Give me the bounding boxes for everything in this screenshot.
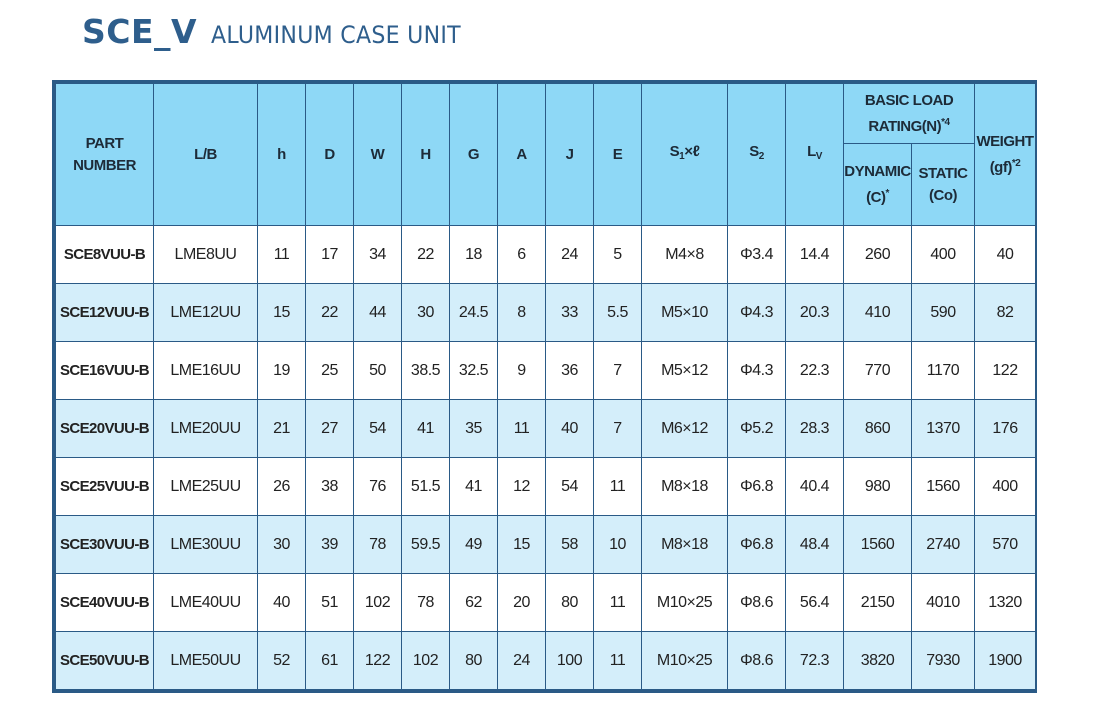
cell-static: 2740	[912, 516, 975, 574]
cell-e: 5	[594, 226, 642, 284]
cell-w: 78	[354, 516, 402, 574]
table-row	[56, 400, 1036, 458]
cell-hh: 30	[402, 284, 450, 342]
cell-lb: LME12UU	[154, 284, 258, 342]
table-row	[56, 516, 1036, 574]
cell-a: 24	[498, 632, 546, 690]
cell-e: 7	[594, 400, 642, 458]
spec-table	[55, 83, 1036, 690]
cell-part-number: SCE40VUU-B	[56, 574, 154, 632]
cell-h: 11	[258, 226, 306, 284]
col-header-s1: $S_1\times\ell$	[642, 84, 728, 226]
cell-w: 102	[354, 574, 402, 632]
cell-g: 80	[450, 632, 498, 690]
cell-w: 34	[354, 226, 402, 284]
cell-a: 12	[498, 458, 546, 516]
table-row	[56, 574, 1036, 632]
cell-lv: 48.4	[786, 516, 844, 574]
cell-static: 590	[912, 284, 975, 342]
cell-dynamic: 980	[844, 458, 912, 516]
cell-s2: Φ6.8	[728, 516, 786, 574]
cell-g: 49	[450, 516, 498, 574]
table-row	[56, 342, 1036, 400]
cell-j: 24	[546, 226, 594, 284]
cell-w: 50	[354, 342, 402, 400]
cell-e: 11	[594, 574, 642, 632]
cell-e: 11	[594, 458, 642, 516]
table-row	[56, 632, 1036, 690]
cell-part-number: SCE50VUU-B	[56, 632, 154, 690]
cell-s1: M10×25	[642, 574, 728, 632]
cell-e: 7	[594, 342, 642, 400]
cell-s1: M8×18	[642, 516, 728, 574]
cell-s1: M6×12	[642, 400, 728, 458]
cell-h: 30	[258, 516, 306, 574]
col-header-weight: WEIGHT (gf)$^{*2}$	[975, 84, 1036, 226]
cell-h: 19	[258, 342, 306, 400]
cell-d: 38	[306, 458, 354, 516]
cell-lb: LME40UU	[154, 574, 258, 632]
cell-hh: 38.5	[402, 342, 450, 400]
cell-dynamic: 860	[844, 400, 912, 458]
cell-part-number: SCE12VUU-B	[56, 284, 154, 342]
cell-lv: 14.4	[786, 226, 844, 284]
cell-s1: M5×10	[642, 284, 728, 342]
cell-e: 11	[594, 632, 642, 690]
cell-dynamic: 260	[844, 226, 912, 284]
cell-hh: 41	[402, 400, 450, 458]
cell-lb: LME16UU	[154, 342, 258, 400]
cell-a: 9	[498, 342, 546, 400]
cell-weight: 570	[975, 516, 1036, 574]
cell-s1: M5×12	[642, 342, 728, 400]
cell-g: 35	[450, 400, 498, 458]
cell-h: 21	[258, 400, 306, 458]
cell-dynamic: 1560	[844, 516, 912, 574]
col-header-a: A	[498, 84, 546, 226]
cell-part-number: SCE16VUU-B	[56, 342, 154, 400]
page-title-row	[82, 12, 483, 51]
cell-weight: 40	[975, 226, 1036, 284]
cell-d: 25	[306, 342, 354, 400]
cell-lb: LME8UU	[154, 226, 258, 284]
cell-w: 122	[354, 632, 402, 690]
cell-j: 40	[546, 400, 594, 458]
cell-h: 15	[258, 284, 306, 342]
cell-hh: 51.5	[402, 458, 450, 516]
cell-s2: Φ4.3	[728, 342, 786, 400]
col-header-d: D	[306, 84, 354, 226]
cell-static: 4010	[912, 574, 975, 632]
cell-h: 40	[258, 574, 306, 632]
cell-d: 27	[306, 400, 354, 458]
cell-s2: Φ8.6	[728, 632, 786, 690]
cell-weight: 1320	[975, 574, 1036, 632]
cell-h: 26	[258, 458, 306, 516]
cell-weight: 1900	[975, 632, 1036, 690]
cell-a: 6	[498, 226, 546, 284]
cell-g: 32.5	[450, 342, 498, 400]
cell-g: 24.5	[450, 284, 498, 342]
cell-g: 62	[450, 574, 498, 632]
cell-part-number: SCE20VUU-B	[56, 400, 154, 458]
cell-d: 17	[306, 226, 354, 284]
col-header-lb: L/B	[154, 84, 258, 226]
cell-part-number: SCE8VUU-B	[56, 226, 154, 284]
page-title: SCE_V	[82, 12, 198, 51]
cell-j: 33	[546, 284, 594, 342]
cell-s1: M4×8	[642, 226, 728, 284]
page-subtitle: ALUMINUM CASE UNIT	[211, 21, 462, 49]
cell-lv: 72.3	[786, 632, 844, 690]
cell-lb: LME25UU	[154, 458, 258, 516]
cell-s1: M10×25	[642, 632, 728, 690]
cell-hh: 78	[402, 574, 450, 632]
cell-part-number: SCE30VUU-B	[56, 516, 154, 574]
spec-table-frame	[52, 80, 1037, 693]
cell-d: 51	[306, 574, 354, 632]
header-row-top	[56, 84, 1036, 144]
col-header-e: E	[594, 84, 642, 226]
cell-dynamic: 410	[844, 284, 912, 342]
cell-s2: Φ4.3	[728, 284, 786, 342]
cell-w: 76	[354, 458, 402, 516]
cell-dynamic: 770	[844, 342, 912, 400]
col-header-static: STATIC (Co)	[912, 144, 975, 226]
col-header-j: J	[546, 84, 594, 226]
cell-h: 52	[258, 632, 306, 690]
cell-lb: LME30UU	[154, 516, 258, 574]
col-header-w: W	[354, 84, 402, 226]
cell-a: 11	[498, 400, 546, 458]
cell-hh: 102	[402, 632, 450, 690]
cell-a: 20	[498, 574, 546, 632]
cell-j: 54	[546, 458, 594, 516]
cell-a: 15	[498, 516, 546, 574]
cell-hh: 22	[402, 226, 450, 284]
cell-a: 8	[498, 284, 546, 342]
col-header-hh: H	[402, 84, 450, 226]
cell-weight: 400	[975, 458, 1036, 516]
cell-hh: 59.5	[402, 516, 450, 574]
cell-j: 80	[546, 574, 594, 632]
table-row	[56, 226, 1036, 284]
cell-lv: 20.3	[786, 284, 844, 342]
table-row	[56, 284, 1036, 342]
cell-s2: Φ8.6	[728, 574, 786, 632]
cell-j: 100	[546, 632, 594, 690]
col-header-lv: $L_V$	[786, 84, 844, 226]
cell-d: 61	[306, 632, 354, 690]
cell-static: 400	[912, 226, 975, 284]
cell-s2: Φ6.8	[728, 458, 786, 516]
cell-e: 5.5	[594, 284, 642, 342]
cell-s2: Φ5.2	[728, 400, 786, 458]
col-header-dynamic: DYNAMIC (C)*	[844, 144, 912, 226]
cell-static: 1170	[912, 342, 975, 400]
cell-static: 1560	[912, 458, 975, 516]
cell-g: 41	[450, 458, 498, 516]
cell-w: 54	[354, 400, 402, 458]
cell-lv: 28.3	[786, 400, 844, 458]
cell-part-number: SCE25VUU-B	[56, 458, 154, 516]
cell-weight: 82	[975, 284, 1036, 342]
cell-w: 44	[354, 284, 402, 342]
table-body	[56, 226, 1036, 690]
col-header-g: G	[450, 84, 498, 226]
cell-static: 1370	[912, 400, 975, 458]
cell-d: 22	[306, 284, 354, 342]
cell-lv: 40.4	[786, 458, 844, 516]
cell-s1: M8×18	[642, 458, 728, 516]
cell-s2: Φ3.4	[728, 226, 786, 284]
col-header-basic-load-rating: BASIC LOAD $RATING(N)^{*4}$	[844, 84, 975, 144]
col-header-h: h	[258, 84, 306, 226]
cell-lb: LME20UU	[154, 400, 258, 458]
table-row	[56, 458, 1036, 516]
cell-lv: 22.3	[786, 342, 844, 400]
cell-g: 18	[450, 226, 498, 284]
cell-d: 39	[306, 516, 354, 574]
col-header-s2: $S_2$	[728, 84, 786, 226]
cell-j: 36	[546, 342, 594, 400]
cell-j: 58	[546, 516, 594, 574]
cell-dynamic: 2150	[844, 574, 912, 632]
cell-lv: 56.4	[786, 574, 844, 632]
cell-lb: LME50UU	[154, 632, 258, 690]
col-header-part-number: PART NUMBER	[56, 84, 154, 226]
cell-static: 7930	[912, 632, 975, 690]
cell-weight: 122	[975, 342, 1036, 400]
cell-dynamic: 3820	[844, 632, 912, 690]
cell-weight: 176	[975, 400, 1036, 458]
cell-e: 10	[594, 516, 642, 574]
